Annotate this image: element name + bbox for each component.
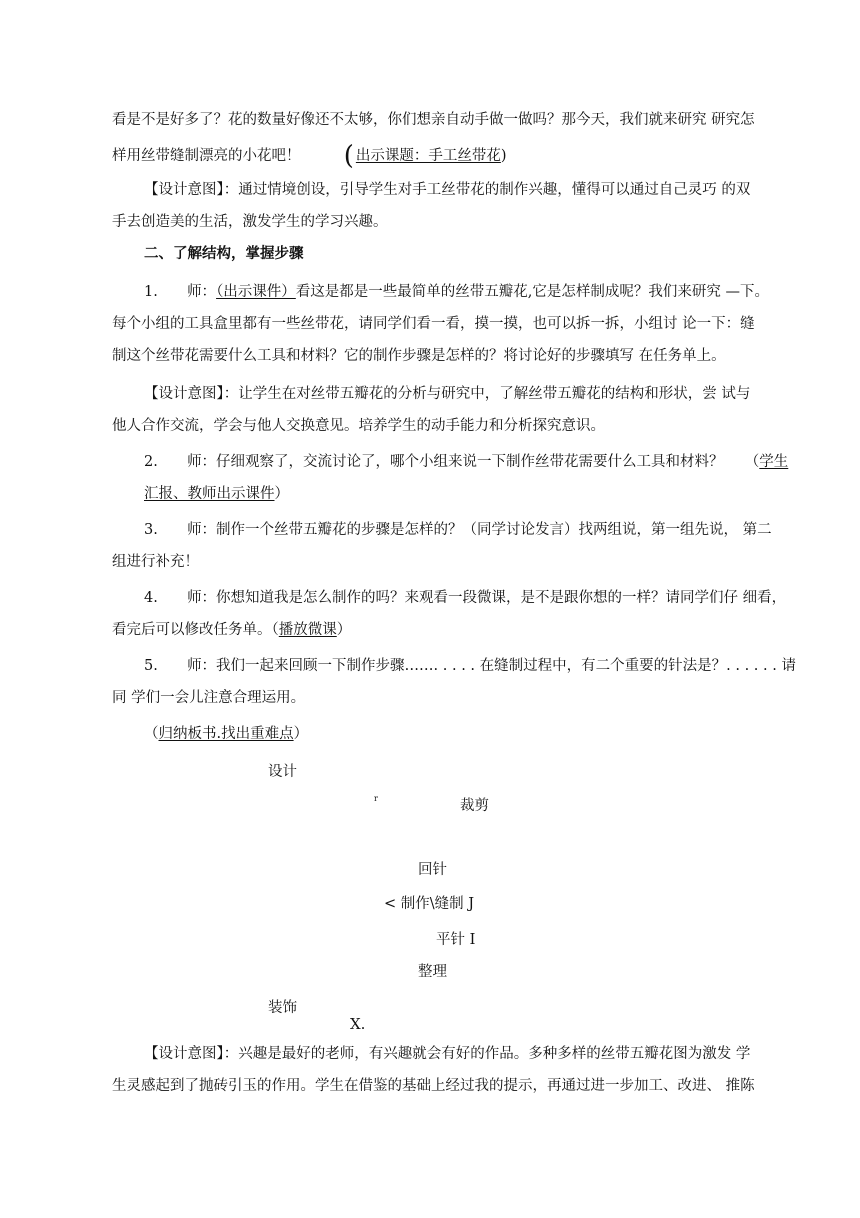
text: 制这个丝带花需要什么工具和材料？它的制作步骤是怎样的？将讨论好的步骤填写 在任务单上。 bbox=[112, 348, 726, 364]
text: 他人合作交流，学会与他人交换意见。培养学生的动手能力和分析探究意识。 bbox=[112, 418, 605, 434]
text: 设计 bbox=[268, 764, 297, 780]
paragraph-line bbox=[144, 484, 289, 504]
board-running-stitch bbox=[436, 930, 475, 950]
text: 师：我们一起来回顾一下制作步骤……. . . . . 在缝制过程中，有二个重要的针法是？. . . . . . 请 bbox=[187, 658, 796, 674]
paragraph-line bbox=[112, 416, 605, 436]
step-number: 4. bbox=[144, 590, 158, 606]
paragraph-line bbox=[144, 1044, 750, 1064]
paren: （ bbox=[144, 726, 159, 742]
paren: ） bbox=[293, 726, 309, 742]
text: 师： bbox=[187, 284, 217, 300]
paragraph-line bbox=[112, 212, 388, 232]
step-number: 2. bbox=[144, 454, 158, 470]
paren: ） bbox=[274, 486, 289, 502]
board-make-sew bbox=[384, 894, 474, 914]
paragraph-line bbox=[112, 620, 351, 640]
paren: ( bbox=[343, 141, 354, 171]
text: ：让学生在对丝带五瓣花的分析与研究中，了解丝带五瓣花的结构和形状，尝 试与 bbox=[223, 386, 751, 402]
step-number: 1. bbox=[144, 284, 158, 300]
show-courseware: （出示课件） bbox=[216, 284, 296, 300]
text: 裁剪 bbox=[460, 798, 489, 814]
text: 装饰 bbox=[268, 1000, 297, 1016]
board-summary-note bbox=[144, 724, 308, 744]
step-line bbox=[144, 588, 786, 608]
board-backstitch bbox=[418, 860, 447, 880]
text: 师：你想知道我是怎么制作的吗？来观看一段微课，是不是跟你想的一样？请同学们仔 细看， bbox=[187, 590, 787, 606]
paragraph-line bbox=[112, 688, 305, 708]
paren: ) bbox=[500, 148, 507, 164]
lesson-title: 出示课题：手工丝带花 bbox=[355, 148, 501, 164]
text: 看是不是好多了？花的数量好像还不太够，你们想亲自动手做一做吗？那今天，我们就来研究 研究怎 bbox=[112, 112, 755, 128]
text: 师：仔细观察了，交流讨论了，哪个小组来说一下制作丝带花需要什么工具和材料？ bbox=[187, 454, 724, 470]
text: 组进行补充！ bbox=[112, 554, 199, 570]
student-report: 学生 bbox=[759, 454, 789, 470]
step-line bbox=[144, 282, 769, 302]
step-number: 3. bbox=[144, 522, 158, 538]
text: r bbox=[374, 794, 378, 803]
text: 师：制作一个丝带五瓣花的步骤是怎样的？（同学讨论发言）找两组说，第一组先说， 第二 bbox=[187, 522, 772, 538]
paragraph-line bbox=[112, 346, 726, 366]
text: ：通过情境创设，引导学生对手工丝带花的制作兴趣，懂得可以通过自己灵巧 的双 bbox=[223, 182, 751, 198]
heading-text: 二、了解结构，掌握步骤 bbox=[144, 245, 304, 262]
text: 回针 bbox=[418, 862, 447, 878]
paragraph-line bbox=[112, 1076, 755, 1096]
paragraph-line bbox=[112, 552, 199, 572]
text: 看这是都是一些最简单的丝带五瓣花,它是怎样制成呢？我们来研究 —下。 bbox=[295, 284, 770, 300]
text: X. bbox=[350, 1015, 366, 1033]
paragraph-line bbox=[144, 180, 750, 200]
step-line bbox=[144, 452, 788, 472]
text: 生灵感起到了抛砖引玉的作用。学生在借鉴的基础上经过我的提示，再通过进一步加工、改进、 推陈 bbox=[112, 1078, 755, 1094]
text: 样用丝带缝制漂亮的小花吧！ bbox=[112, 148, 301, 164]
text: 每个小组的工具盒里都有一些丝带花，请同学们看一看，摸一摸，也可以拆一拆，小组讨 论一下：缝 bbox=[112, 316, 755, 332]
text: 整理 bbox=[418, 964, 447, 980]
text: 同 学们一会儿注意合理运用。 bbox=[112, 690, 306, 706]
step-line bbox=[144, 656, 796, 676]
text: 平针 I bbox=[436, 932, 476, 948]
paragraph-line bbox=[144, 384, 750, 404]
text: < 制作\缝制 J bbox=[384, 896, 475, 912]
board-mark bbox=[374, 794, 378, 804]
board-tidy bbox=[418, 962, 447, 982]
design-intent-tag: 【设计意图】 bbox=[144, 1046, 224, 1062]
board-design bbox=[268, 762, 297, 782]
paragraph-line bbox=[112, 110, 755, 130]
design-intent-tag: 【设计意图】 bbox=[144, 182, 224, 198]
play-microlesson: 播放微课 bbox=[278, 622, 337, 638]
text: 手去创造美的生活，激发学生的学习兴趣。 bbox=[112, 214, 388, 230]
section-heading bbox=[144, 244, 304, 264]
paren: ） bbox=[336, 622, 352, 638]
step-line bbox=[144, 520, 772, 540]
board-summary-label: 归纳板书.找出重难点 bbox=[158, 726, 294, 742]
board-x bbox=[350, 1014, 365, 1034]
board-decorate bbox=[268, 998, 297, 1018]
paragraph-line bbox=[112, 141, 507, 171]
paren: （ bbox=[744, 454, 760, 470]
design-intent-tag: 【设计意图】 bbox=[144, 386, 224, 402]
text: ：兴趣是最好的老师，有兴趣就会有好的作品。多种多样的丝带五瓣花图为激发 学 bbox=[223, 1046, 751, 1062]
paragraph-line bbox=[112, 314, 755, 334]
board-cut bbox=[460, 796, 489, 816]
student-report: 汇报、教师出示课件 bbox=[144, 486, 275, 502]
step-number: 5. bbox=[144, 658, 158, 674]
text: 看完后可以修改任务单。（ bbox=[112, 622, 279, 638]
